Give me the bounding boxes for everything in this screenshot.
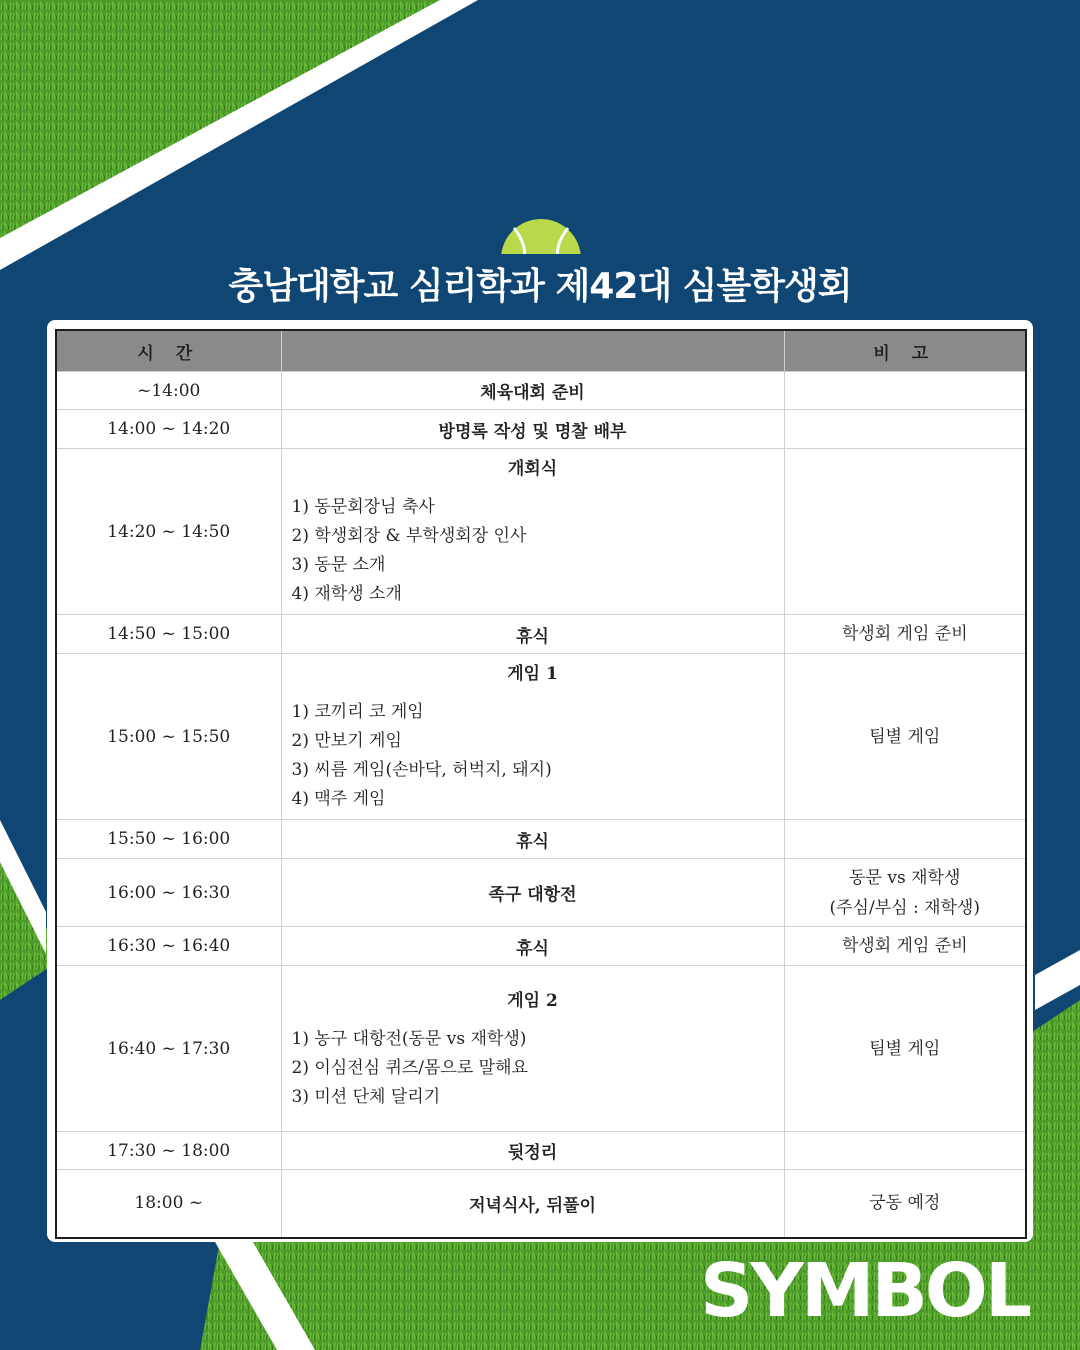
activity-title: 휴식 [516,626,549,647]
note-cell [784,1170,1026,1238]
activity-item: 3) 동문 소개 [291,555,386,575]
header-time: 시 간 [56,330,281,372]
activity-item: 2) 학생회장 & 부학생회장 인사 [291,526,527,546]
table-row [56,820,1026,859]
activity-item: 1) 동문회장님 축사 [291,497,435,517]
schedule-table [55,329,1027,1239]
note-cell [784,410,1026,449]
activity-item: 4) 재학생 소개 [291,584,402,604]
time-cell: 16:40 ~ 17:30 [56,966,281,1132]
time-cell: 15:50 ~ 16:00 [56,820,281,859]
table-row [56,372,1026,410]
time-cell: ~14:00 [56,372,281,410]
activity-item: 2) 이심전심 퀴즈/몸으로 말해요 [291,1057,528,1078]
activity-list [282,1025,784,1112]
note-cell [784,449,1026,615]
note-cell [784,372,1026,410]
note-text: 학생회 게임 준비 [841,624,968,644]
time-cell: 14:50 ~ 15:00 [56,615,281,654]
table-row [56,1132,1026,1170]
content-cell [281,410,784,449]
activity-title: 게임 2 [507,990,558,1011]
activity-item: 1) 코끼리 코 게임 [291,702,424,722]
activity-title: 저녁식사, 뒤풀이 [469,1195,596,1216]
content-cell [281,372,784,410]
table-row [56,410,1026,449]
time-cell: 17:30 ~ 18:00 [56,1132,281,1170]
table-row [56,615,1026,654]
time-cell: 14:00 ~ 14:20 [56,410,281,449]
table-row [56,927,1026,966]
note-text: (주심/부심 : 재학생) [829,897,980,918]
activity-title: 체육대회 준비 [480,383,585,403]
activity-item: 1) 농구 대항전(동문 vs 재학생) [291,1028,527,1049]
page-title: 충남대학교 심리학과 제42대 심볼학생회 [228,266,852,307]
activity-item: 3) 씨름 게임(손바닥, 허벅지, 돼지) [291,760,552,780]
table-row [56,859,1026,927]
table-header-row [56,330,1026,372]
content-cell [281,449,784,615]
note-cell [784,820,1026,859]
note-cell [784,1132,1026,1170]
time-cell: 16:30 ~ 16:40 [56,927,281,966]
table-row [56,654,1026,820]
activity-item: 4) 맥주 게임 [291,789,386,809]
content-cell [281,615,784,654]
note-text: 팀별 게임 [869,726,941,747]
note-text: 동문 vs 재학생 [849,867,961,888]
content-cell [281,1170,784,1238]
activity-title: 방명록 작성 및 명찰 배부 [438,421,627,442]
activity-title: 게임 1 [507,664,558,684]
note-cell [784,615,1026,654]
symbol-logo: SYMBOL [700,1248,1029,1334]
table-row [56,966,1026,1132]
time-cell: 16:00 ~ 16:30 [56,859,281,927]
note-cell [784,654,1026,820]
note-cell [784,966,1026,1132]
time-cell: 14:20 ~ 14:50 [56,449,281,615]
note-cell [784,859,1026,927]
activity-title: 휴식 [516,831,549,852]
note-text: 학생회 게임 준비 [841,936,968,956]
content-cell [281,820,784,859]
note-cell [784,927,1026,966]
activity-item: 2) 만보기 게임 [291,731,402,751]
content-cell [281,654,784,820]
header-note: 비 고 [784,330,1026,372]
time-cell: 18:00 ~ [56,1170,281,1238]
activity-title: 뒷정리 [507,1143,558,1163]
tennis-ball-icon [500,218,582,254]
content-cell [281,1132,784,1170]
activity-title: 족구 대항전 [488,885,577,905]
time-cell: 15:00 ~ 15:50 [56,654,281,820]
activity-list [282,698,784,814]
note-text: 궁동 예정 [869,1193,941,1214]
header-content [281,330,784,372]
activity-title: 휴식 [516,938,549,959]
activity-item: 3) 미션 단체 달리기 [291,1086,441,1107]
table-row [56,1170,1026,1238]
activity-list [282,493,784,609]
content-cell [281,927,784,966]
content-cell [281,966,784,1132]
activity-title: 개회식 [507,459,558,479]
note-text: 팀별 게임 [869,1038,941,1059]
table-row [56,449,1026,615]
content-cell [281,859,784,927]
